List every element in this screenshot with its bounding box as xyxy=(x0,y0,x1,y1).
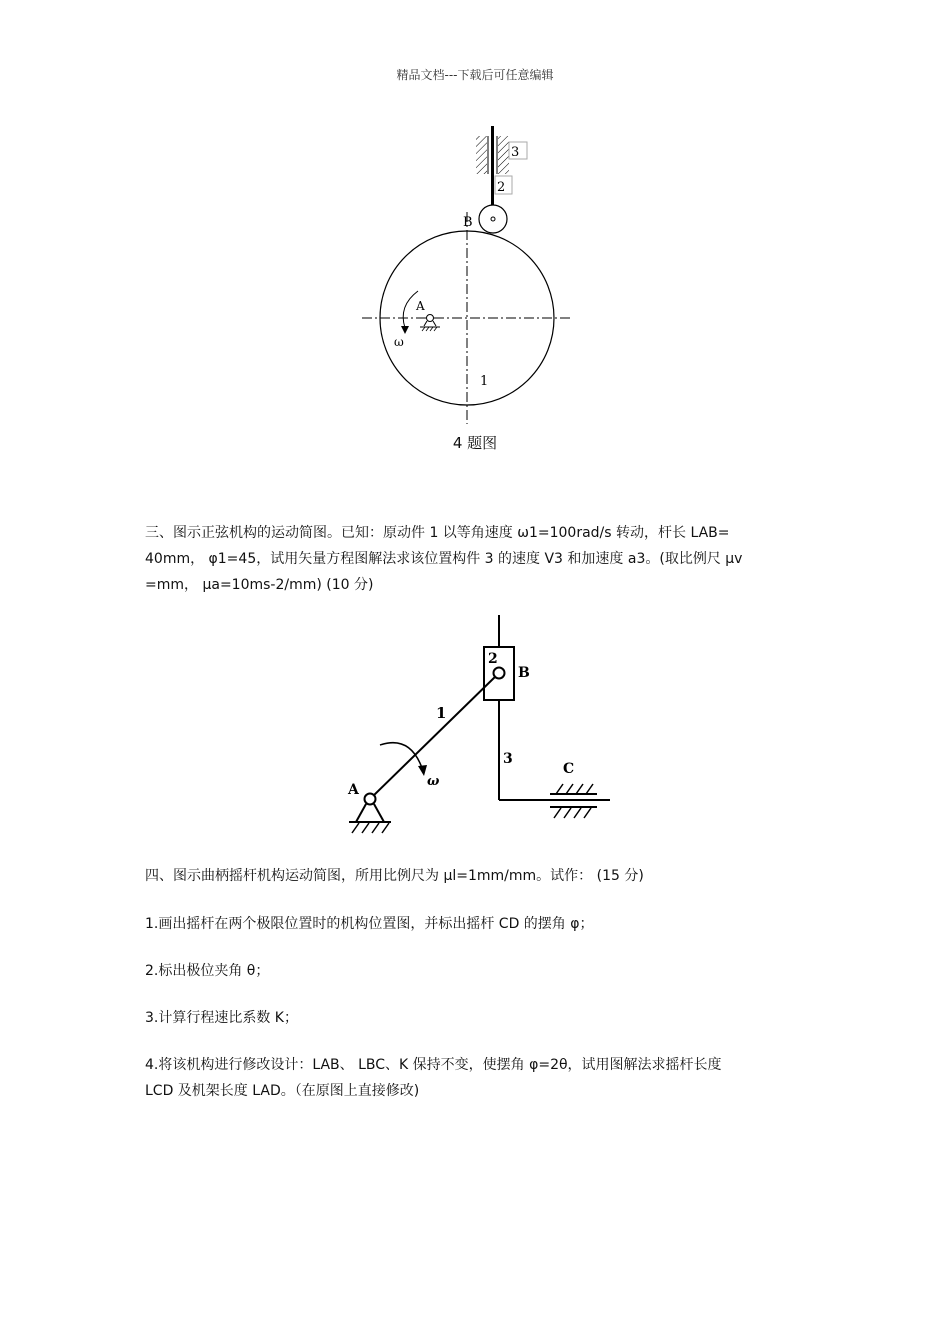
figure-4-cam-mechanism xyxy=(355,120,585,430)
omega-rotation-arrow-icon xyxy=(380,743,422,768)
label-c: C xyxy=(563,761,575,777)
guide-right-hatch xyxy=(498,136,509,174)
guide-left-hatch xyxy=(476,136,487,174)
joint-b xyxy=(494,668,505,679)
label-3: 3 xyxy=(503,751,513,767)
label-2: 2 xyxy=(488,651,498,667)
label-a: A xyxy=(348,782,359,798)
problem-3-line-1: 三、图示正弦机构的运动简图。已知：原动件 1 以等角速度 ω1=100rad/s 转动，杆长 LAB= xyxy=(145,525,730,541)
problem-3-line-2: 40mm， φ1=45，试用矢量方程图解法求该位置构件 3 的速度 V3 和加速度 a3。(取比例尺 μv xyxy=(145,551,743,567)
label-a: A xyxy=(416,299,425,313)
label-1: 1 xyxy=(436,704,447,722)
label-3: 3 xyxy=(511,145,520,160)
label-1: 1 xyxy=(480,374,489,389)
problem-4-item-4-line-1: 4.将该机构进行修改设计：LAB、 LBC、K 保持不变，使摆角 φ=2θ，试用图解法求摇杆长度 xyxy=(145,1057,722,1073)
page-header: 精品文档---下载后可任意编辑 xyxy=(396,68,554,82)
problem-4-item-4 xyxy=(145,1052,795,1104)
problem-3 xyxy=(145,520,795,598)
problem-4-item-2: 2.标出极位夹角 θ； xyxy=(145,963,270,979)
label-b: B xyxy=(463,215,473,230)
figure-4-caption: 4 题图 xyxy=(452,434,498,452)
problem-4-title: 四、图示曲柄摇杆机构运动简图，所用比例尺为 μl=1mm/mm。试作： (15 分) xyxy=(145,868,644,884)
label-omega: ω xyxy=(427,774,440,789)
figure-sine-mechanism xyxy=(340,612,620,842)
pivot-a xyxy=(427,315,434,322)
label-b: B xyxy=(518,665,530,681)
problem-4-item-4-line-2: LCD 及机架长度 LAD。（在原图上直接修改) xyxy=(145,1083,420,1099)
pivot-a-joint xyxy=(365,794,376,805)
problem-4-item-1: 1.画出摇杆在两个极限位置时的机构位置图，并标出摇杆 CD 的摆角 φ； xyxy=(145,916,594,932)
label-omega: ω xyxy=(394,335,404,349)
label-2: 2 xyxy=(497,180,506,195)
problem-4-item-3: 3.计算行程速比系数 K； xyxy=(145,1010,298,1026)
problem-3-line-3: =mm， μa=10ms-2/mm) (10 分) xyxy=(145,577,374,593)
